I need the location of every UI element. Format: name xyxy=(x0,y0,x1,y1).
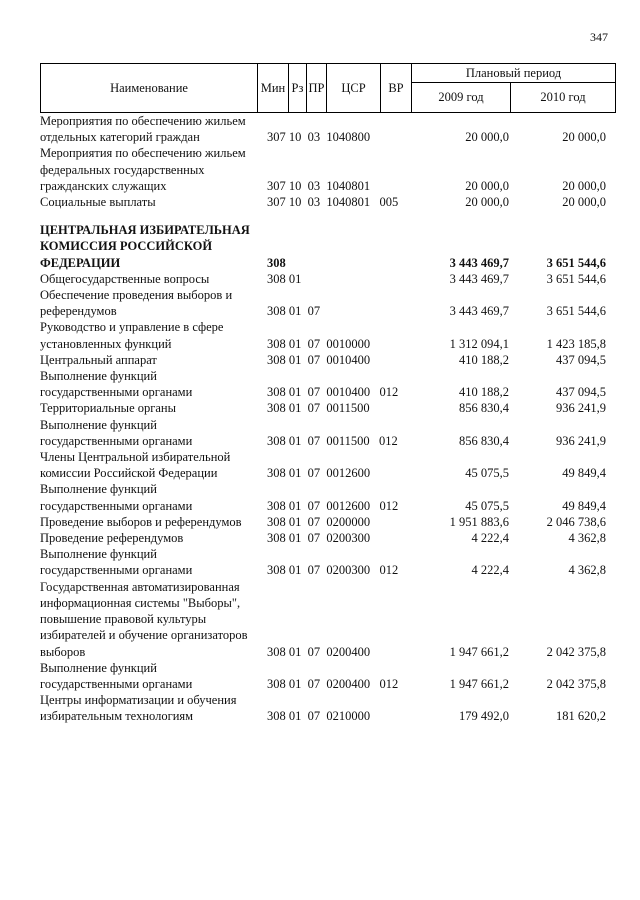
row-value-2009: 1 947 661,2 xyxy=(449,676,509,691)
table-row xyxy=(40,417,616,449)
row-value-2009: 410 188,2 xyxy=(459,352,509,367)
header-year-2010: 2010 год xyxy=(511,83,616,113)
table-row xyxy=(40,368,616,400)
table-row xyxy=(40,145,616,194)
row-value-2009: 179 492,0 xyxy=(459,709,509,724)
table-row xyxy=(40,271,616,287)
header-pr: ПР xyxy=(307,63,327,113)
row-value-2010: 2 042 375,8 xyxy=(546,676,606,691)
row-codes: 308 01 07 0010400 xyxy=(267,352,371,367)
table-row xyxy=(40,449,616,481)
row-codes: 308 01 07 0012600 xyxy=(267,466,371,481)
row-codes: 308 01 07 0010000 xyxy=(267,336,371,351)
row-value-2009: 20 000,0 xyxy=(465,195,509,210)
row-name: Государственная автоматизированная информационная системы "Выборы", повышение правовой культуры избирателей и обучение организаторов выборов xyxy=(40,579,248,659)
row-value-2010: 49 849,4 xyxy=(562,466,606,481)
row-value-2009: 4 222,4 xyxy=(471,563,509,578)
row-value-2009: 45 075,5 xyxy=(465,498,509,513)
row-value-2010: 437 094,5 xyxy=(556,385,606,400)
row-codes: 308 01 07 xyxy=(267,304,321,319)
row-name: Руководство и управление в сфере установленных функций xyxy=(40,320,224,351)
row-value-2010: 936 241,9 xyxy=(556,433,606,448)
table-row xyxy=(40,352,616,368)
row-codes: 308 01 07 0200300 xyxy=(267,531,371,546)
table-row xyxy=(40,692,616,724)
row-name: ЦЕНТРАЛЬНАЯ ИЗБИРАТЕЛЬНАЯ КОМИССИЯ РОССИЙСКОЙ ФЕДЕРАЦИИ xyxy=(40,223,250,270)
row-name: Центры информатизации и обучения избирательным технологиям xyxy=(40,693,237,724)
row-value-2010: 4 362,8 xyxy=(568,563,606,578)
row-value-2009: 3 443 469,7 xyxy=(449,304,509,319)
table-row xyxy=(40,194,616,210)
page-number: 347 xyxy=(590,30,608,44)
row-codes: 308 01 07 0200000 xyxy=(267,514,371,529)
row-value-2010: 437 094,5 xyxy=(556,352,606,367)
table-row xyxy=(40,481,616,513)
row-name: Общегосударственные вопросы xyxy=(40,271,210,286)
header-rz: Рз xyxy=(289,63,307,113)
header-plan-period: Плановый период xyxy=(412,63,616,83)
row-codes: 308 01 07 0200400 xyxy=(267,644,371,659)
row-name: Выполнение функций государственными органами xyxy=(40,547,193,578)
row-value-2009: 3 443 469,7 xyxy=(449,255,509,270)
row-codes: 307 10 03 1040801 xyxy=(267,178,371,193)
table-row xyxy=(40,546,616,578)
row-name: Проведение референдумов xyxy=(40,531,184,546)
table-row xyxy=(40,287,616,319)
row-codes: 307 10 03 1040801 005 xyxy=(267,195,399,210)
row-codes: 308 01 07 0200300 012 xyxy=(267,563,399,578)
row-value-2010: 20 000,0 xyxy=(562,130,606,145)
row-name: Социальные выплаты xyxy=(40,195,156,210)
table-row xyxy=(40,579,616,660)
table-row xyxy=(40,660,616,692)
row-codes: 308 01 07 0011500 xyxy=(267,401,370,416)
row-name: Территориальные органы xyxy=(40,401,177,416)
row-name: Мероприятия по обеспечению жильем федеральных государственных гражданских служащих xyxy=(40,146,246,193)
row-name: Обеспечение проведения выборов и референдумов xyxy=(40,288,233,319)
row-name: Члены Центральной избирательной комиссии Российской Федерации xyxy=(40,450,231,481)
row-value-2009: 410 188,2 xyxy=(459,385,509,400)
row-name: Выполнение функций государственными органами xyxy=(40,417,193,448)
row-value-2009: 1 312 094,1 xyxy=(449,336,509,351)
row-name: Выполнение функций государственными органами xyxy=(40,660,193,691)
row-value-2009: 20 000,0 xyxy=(465,178,509,193)
row-value-2010: 49 849,4 xyxy=(562,498,606,513)
row-value-2009: 856 830,4 xyxy=(459,433,509,448)
header-name: Наименование xyxy=(40,63,258,113)
row-name: Проведение выборов и референдумов xyxy=(40,514,242,529)
header-csr: ЦСР xyxy=(327,63,381,113)
row-name: Центральный аппарат xyxy=(40,352,157,367)
row-value-2010: 20 000,0 xyxy=(562,195,606,210)
table-row xyxy=(40,514,616,530)
header-vr: ВР xyxy=(381,63,412,113)
table-row xyxy=(40,113,616,145)
row-value-2009: 856 830,4 xyxy=(459,401,509,416)
table-body xyxy=(40,113,616,725)
header-min: Мин xyxy=(258,63,289,113)
row-codes: 308 xyxy=(267,255,286,270)
header-year-2009: 2009 год xyxy=(412,83,511,113)
row-value-2010: 2 042 375,8 xyxy=(546,644,606,659)
row-codes: 308 01 xyxy=(267,271,302,286)
row-value-2010: 20 000,0 xyxy=(562,178,606,193)
row-value-2010: 3 651 544,6 xyxy=(546,271,606,286)
table-row xyxy=(40,400,616,416)
row-value-2010: 181 620,2 xyxy=(556,709,606,724)
row-codes: 308 01 07 0012600 012 xyxy=(267,498,399,513)
row-codes: 308 01 07 0200400 012 xyxy=(267,676,399,691)
row-value-2009: 3 443 469,7 xyxy=(449,271,509,286)
table-row xyxy=(40,222,616,271)
row-value-2010: 3 651 544,6 xyxy=(546,255,606,270)
row-value-2009: 1 947 661,2 xyxy=(449,644,509,659)
row-value-2010: 1 423 185,8 xyxy=(546,336,606,351)
row-value-2009: 1 951 883,6 xyxy=(449,514,509,529)
row-value-2010: 2 046 738,6 xyxy=(546,514,606,529)
row-value-2010: 936 241,9 xyxy=(556,401,606,416)
row-codes: 307 10 03 1040800 xyxy=(267,130,371,145)
row-value-2010: 3 651 544,6 xyxy=(546,304,606,319)
row-value-2009: 20 000,0 xyxy=(465,130,509,145)
row-name: Мероприятия по обеспечению жильем отдельных категорий граждан xyxy=(40,114,246,145)
row-name: Выполнение функций государственными органами xyxy=(40,482,193,513)
row-name: Выполнение функций государственными органами xyxy=(40,369,193,400)
row-value-2009: 45 075,5 xyxy=(465,466,509,481)
row-value-2010: 4 362,8 xyxy=(568,531,606,546)
row-value-2009: 4 222,4 xyxy=(471,531,509,546)
row-codes: 308 01 07 0011500 012 xyxy=(267,433,398,448)
table-header xyxy=(40,63,616,113)
table-row xyxy=(40,530,616,546)
table-row xyxy=(40,319,616,351)
row-codes: 308 01 07 0010400 012 xyxy=(267,385,399,400)
row-codes: 308 01 07 0210000 xyxy=(267,709,371,724)
